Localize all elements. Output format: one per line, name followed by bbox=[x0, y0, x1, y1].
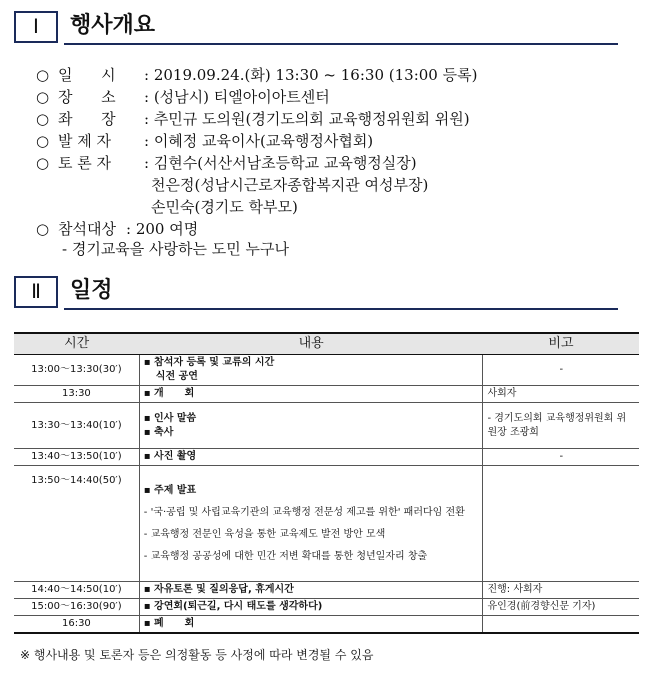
header-note: 비고 bbox=[483, 333, 639, 355]
circle-bullet-icon: ○ bbox=[36, 220, 50, 238]
table-row bbox=[14, 355, 639, 386]
table-row bbox=[14, 599, 639, 616]
row-content bbox=[139, 582, 483, 599]
content-line: ▪ 개 회 bbox=[143, 388, 195, 399]
row-note bbox=[483, 616, 639, 634]
circle-bullet-icon: ○ bbox=[36, 88, 50, 106]
row-time: 13:40～13:50(10′) bbox=[14, 449, 139, 466]
section-1-rule bbox=[64, 43, 618, 45]
footnote: ※ 행사내용 및 토론자 등은 의정활동 등 사정에 따라 변경될 수 있음 bbox=[20, 648, 374, 662]
table-row bbox=[14, 449, 639, 466]
row-note: 유인경(前경향신문 기자) bbox=[483, 599, 639, 616]
content-line: ▪ 인사 말씀 bbox=[143, 412, 197, 424]
overview-label: 장 소 bbox=[58, 88, 116, 106]
row-note: - bbox=[483, 355, 639, 386]
row-content bbox=[139, 355, 483, 386]
table-row bbox=[14, 386, 639, 403]
row-note: 진행: 사회자 bbox=[483, 582, 639, 599]
table-row bbox=[14, 582, 639, 599]
section-2-title: 일정 bbox=[70, 278, 113, 303]
overview-presenter bbox=[36, 130, 373, 152]
header-time: 시간 bbox=[14, 333, 139, 355]
section-2-rule bbox=[64, 308, 618, 310]
content-line: ▪ 주제 발표 bbox=[143, 484, 197, 496]
content-line: 식전 공연 bbox=[155, 371, 198, 382]
row-time: 13:50～14:40(50′) bbox=[14, 466, 139, 582]
overview-label: 발 제 자 bbox=[58, 132, 112, 150]
section-1-header bbox=[14, 11, 618, 41]
table-row bbox=[14, 403, 639, 449]
row-note: - bbox=[483, 449, 639, 466]
overview-venue bbox=[36, 86, 330, 108]
circle-bullet-icon: ○ bbox=[36, 132, 50, 150]
row-time: 13:30 bbox=[14, 386, 139, 403]
row-content bbox=[139, 449, 483, 466]
section-2-header bbox=[14, 276, 618, 306]
row-content bbox=[139, 386, 483, 403]
overview-label: 좌 장 bbox=[58, 110, 116, 128]
row-time: 13:30～13:40(10′) bbox=[14, 403, 139, 449]
row-time: 16:30 bbox=[14, 616, 139, 634]
overview-value: : 2019.09.24.(화) 13:30 ~ 16:30 (13:00 등록) bbox=[144, 66, 478, 84]
overview-date bbox=[36, 64, 477, 86]
overview-value: : 이혜정 교육이사(교육행정사협회) bbox=[144, 132, 374, 150]
overview-label: 토 론 자 bbox=[58, 154, 112, 172]
schedule-table bbox=[14, 332, 639, 634]
content-line: ▪ 참석자 등록 및 교류의 시간 bbox=[143, 357, 275, 368]
content-line: ▪ 강연회(퇴근길, 다시 태도를 생각하다) bbox=[143, 601, 323, 612]
overview-panel bbox=[36, 152, 417, 174]
circle-bullet-icon: ○ bbox=[36, 110, 50, 128]
content-line: - '국·공립 및 사립교육기관의 교육행정 전문성 제고를 위한' 패러다임 전환 bbox=[143, 506, 465, 518]
row-content bbox=[139, 403, 483, 449]
content-line: ▪ 축사 bbox=[143, 426, 174, 438]
content-line: ▪ 자유토론 및 질의응답, 휴게시간 bbox=[143, 584, 294, 595]
row-time: 14:40～14:50(10′) bbox=[14, 582, 139, 599]
overview-value: : 200 여명 bbox=[126, 220, 199, 238]
content-line: ▪ 사진 촬영 bbox=[143, 451, 197, 462]
row-time: 15:00～16:30(90′) bbox=[14, 599, 139, 616]
overview-value: : 추민규 도의원(경기도의회 교육행정위원회 위원) bbox=[144, 110, 470, 128]
row-note bbox=[483, 466, 639, 582]
row-content bbox=[139, 616, 483, 634]
overview-attendees-sub: - 경기교육을 사랑하는 도민 누구나 bbox=[62, 240, 290, 258]
table-header-row bbox=[14, 333, 639, 355]
row-time: 13:00～13:30(30′) bbox=[14, 355, 139, 386]
overview-value: : (성남시) 티엘아이아트센터 bbox=[144, 88, 330, 106]
overview-label: 일 시 bbox=[58, 66, 116, 84]
overview-attendees bbox=[36, 218, 198, 240]
circle-bullet-icon: ○ bbox=[36, 154, 50, 172]
row-content bbox=[139, 466, 483, 582]
section-2-number: Ⅱ bbox=[14, 276, 58, 308]
content-line: ▪ 폐 회 bbox=[143, 618, 195, 629]
section-1-title: 행사개요 bbox=[70, 13, 156, 38]
row-note: - 경기도의회 교육행정위원회 위원장 조광희 bbox=[483, 403, 639, 449]
header-content: 내용 bbox=[139, 333, 483, 355]
overview-chair bbox=[36, 108, 470, 130]
overview-label: 참석대상 bbox=[58, 220, 116, 238]
content-line: - 교육행정 공공성에 대한 민간 저변 확대를 통한 청년일자리 창출 bbox=[143, 550, 428, 562]
row-content bbox=[139, 599, 483, 616]
row-note: 사회자 bbox=[483, 386, 639, 403]
overview-panel-2: 천은정(성남시근로자종합복지관 여성부장) bbox=[151, 176, 429, 194]
content-line: - 교육행정 전문인 육성을 통한 교육제도 발전 방안 모색 bbox=[143, 528, 386, 540]
circle-bullet-icon: ○ bbox=[36, 66, 50, 84]
section-1-number: Ⅰ bbox=[14, 11, 58, 43]
overview-value: : 김현수(서산서남초등학교 교육행정실장) bbox=[144, 154, 417, 172]
table-row bbox=[14, 616, 639, 634]
table-row bbox=[14, 466, 639, 582]
overview-panel-3: 손민숙(경기도 학부모) bbox=[151, 198, 298, 216]
